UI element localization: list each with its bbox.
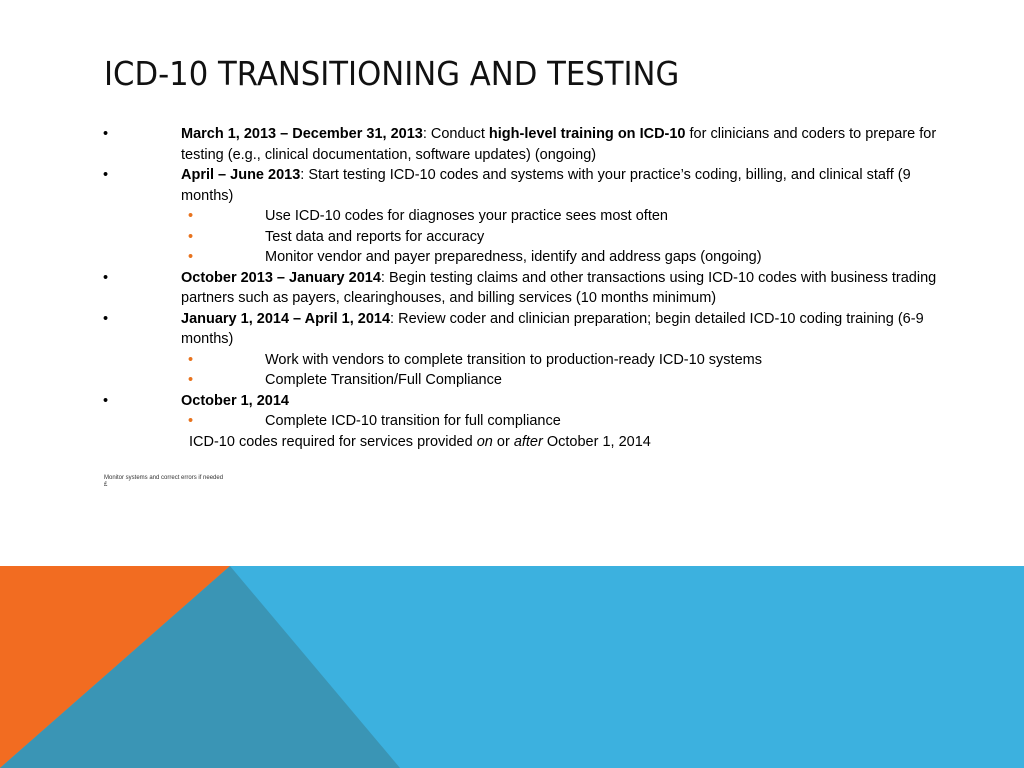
item-date: March 1, 2013 – December 31, 2013 [181, 126, 423, 142]
bullet-item [100, 165, 940, 206]
item-text: : Begin testing claims and other transactions using ICD-10 codes with business trading partners such as payers, clearinghouses, and billing services (10 months minimum) [181, 269, 937, 306]
decorative-footer-band [0, 566, 1024, 768]
small-note-block [104, 475, 223, 489]
slide-content [100, 124, 940, 452]
final-text: ICD-10 codes required for services provided [189, 433, 477, 450]
sub-item-text: Complete Transition/Full Compliance [265, 372, 502, 388]
item-date: April – June 2013 [181, 167, 301, 183]
final-text: October 1, 2014 [542, 433, 651, 450]
item-text: : Review coder and clinician preparation; begin detailed ICD-10 coding training (6-9 months) [181, 310, 924, 347]
bullet-item [100, 309, 940, 350]
item-date: January 1, 2014 – April 1, 2014 [181, 310, 391, 327]
item-date: October 1, 2014 [181, 392, 289, 409]
bullet: • [103, 167, 109, 183]
sub-bullet-item [100, 370, 940, 391]
sub-item-text: Complete ICD-10 transition for full compliance [265, 413, 561, 429]
sub-item-text: Test data and reports for accuracy [265, 228, 485, 245]
bullet: • [103, 392, 109, 409]
slide-title: ICD-10 TRANSITIONING AND TESTING [104, 54, 680, 93]
sub-bullet-item [100, 227, 940, 248]
sub-bullet: • [188, 413, 194, 429]
bullet: • [103, 310, 109, 327]
sub-item-text: Use ICD-10 codes for diagnoses your practice sees most often [265, 208, 668, 224]
sub-bullet-item [100, 411, 940, 432]
item-emphasis: high-level training on ICD-10 [488, 126, 686, 142]
final-line [100, 432, 940, 453]
sub-bullet: • [188, 228, 194, 245]
item-text: : Conduct [422, 126, 489, 142]
sub-bullet-item [100, 206, 940, 227]
bullet-item [100, 124, 940, 165]
final-emphasis: after [513, 433, 543, 450]
sub-bullet: • [188, 249, 194, 265]
sub-bullet: • [188, 372, 194, 388]
sub-bullet-item [100, 350, 940, 371]
bullet: • [103, 126, 109, 142]
item-date: October 2013 – January 2014 [181, 269, 381, 286]
bullet-item [100, 268, 940, 309]
sub-bullet: • [188, 208, 194, 224]
sub-bullet: • [188, 351, 194, 368]
small-note: Monitor systems and correct errors if needed [104, 475, 224, 481]
sub-item-text: Work with vendors to complete transition to production-ready ICD-10 systems [265, 351, 762, 368]
sub-item-text: Monitor vendor and payer preparedness, identify and address gaps (ongoing) [265, 249, 762, 265]
bullet: • [103, 269, 109, 286]
item-text: for clinicians and coders to prepare for testing (e.g., clinical documentation, software updates) (ongoing) [181, 126, 937, 163]
small-mark: £ [104, 482, 108, 488]
item-text: : Start testing ICD-10 codes and systems with your practice’s coding, billing, and clinical staff (9 months) [181, 167, 911, 204]
sub-bullet-item [100, 247, 940, 268]
final-text: or [492, 433, 514, 450]
final-emphasis: on [476, 433, 493, 450]
bullet-item [100, 391, 940, 412]
